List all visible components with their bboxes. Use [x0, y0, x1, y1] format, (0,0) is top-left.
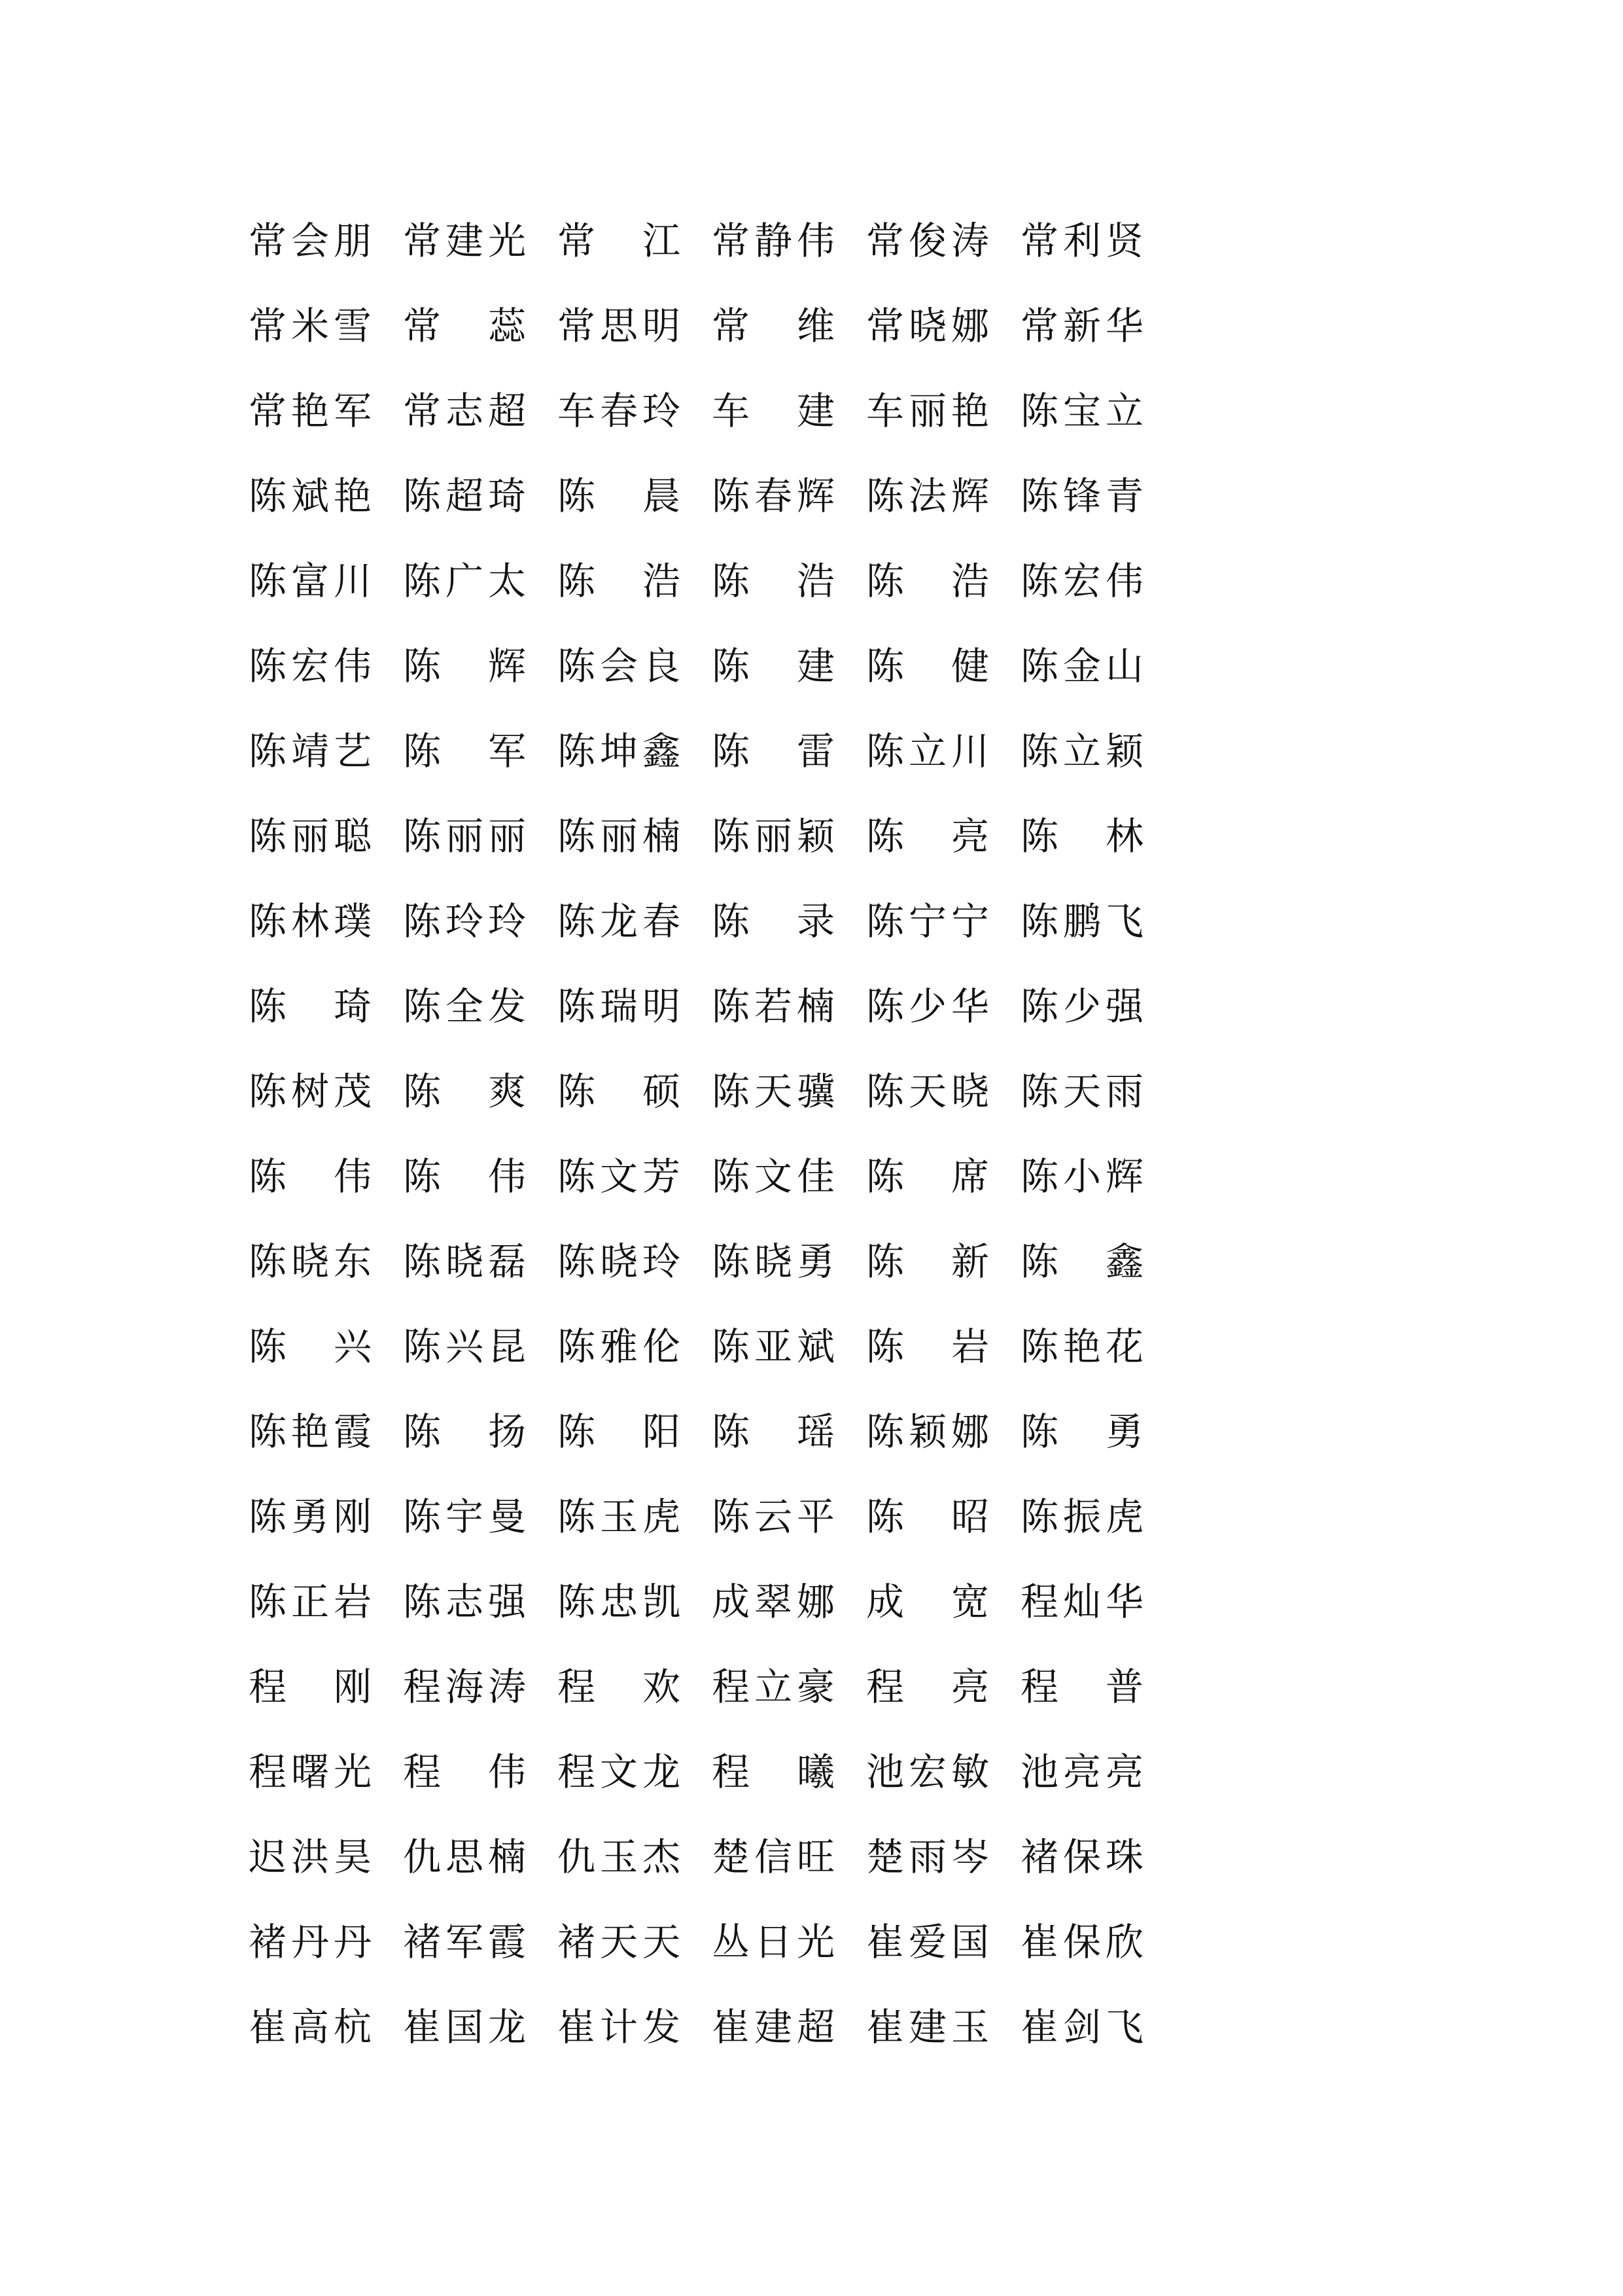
name-entry: 陈 宏 伟	[249, 644, 372, 688]
name-entry: 陈 浩	[557, 559, 680, 603]
name-entry: 常 晓 娜	[866, 304, 989, 348]
name-entry: 常 艳 军	[249, 389, 372, 433]
name-entry: 崔 剑 飞	[1021, 2005, 1143, 2049]
name-entry: 陈 文 佳	[712, 1154, 835, 1199]
name-entry: 陈 宝 立	[1021, 389, 1143, 433]
name-entry: 常 会 朋	[249, 219, 372, 263]
name-entry: 常 静 伟	[712, 219, 835, 263]
name-entry: 陈 斌 艳	[249, 474, 372, 518]
name-entry: 陈 颖 娜	[866, 1409, 989, 1454]
name-entry: 楚 信 旺	[712, 1835, 835, 1879]
name-entry: 陈 富 川	[249, 559, 372, 603]
name-entry: 陈 艳 霞	[249, 1409, 372, 1454]
name-entry: 常 米 雪	[249, 304, 372, 348]
name-entry: 陈 天 骥	[712, 1069, 835, 1114]
name-entry: 陈 瑶	[712, 1409, 835, 1454]
name-entry: 崔 建 玉	[866, 2005, 989, 2049]
name-entry: 常 建 光	[403, 219, 526, 263]
name-entry: 崔 国 龙	[403, 2005, 526, 2049]
name-entry: 丛 日 光	[712, 1920, 835, 1964]
name-entry: 陈 鹏 飞	[1021, 899, 1143, 944]
name-entry: 陈 伟	[249, 1154, 372, 1199]
name-list-grid	[249, 208, 1175, 2079]
name-entry: 池 宏 敏	[866, 1750, 989, 1794]
name-entry: 陈 春 辉	[712, 474, 835, 518]
name-entry: 陈 龙 春	[557, 899, 680, 944]
name-entry: 陈 宁 宁	[866, 899, 989, 944]
name-entry: 陈 晓 磊	[403, 1239, 526, 1284]
name-entry: 程 普	[1021, 1665, 1143, 1709]
name-entry: 陈 宏 伟	[1021, 559, 1143, 603]
name-entry: 陈 晓 东	[249, 1239, 372, 1284]
name-entry: 陈 建	[712, 644, 835, 688]
name-entry: 陈 军	[403, 729, 526, 773]
name-entry: 陈 超 琦	[403, 474, 526, 518]
name-entry: 陈 亮	[866, 814, 989, 858]
name-entry: 陈 法 辉	[866, 474, 989, 518]
name-entry: 陈 立 川	[866, 729, 989, 773]
name-entry: 陈 健	[866, 644, 989, 688]
name-entry: 陈 硕	[557, 1069, 680, 1114]
name-entry: 陈 丽 丽	[403, 814, 526, 858]
name-entry: 陈 爽	[403, 1069, 526, 1114]
name-entry: 程 曦	[712, 1750, 835, 1794]
name-entry: 陈 鑫	[1021, 1239, 1143, 1284]
name-entry: 池 亮 亮	[1021, 1750, 1143, 1794]
name-entry: 陈 晓 勇	[712, 1239, 835, 1284]
name-entry: 陈 云 平	[712, 1494, 835, 1539]
name-entry: 陈 少 强	[1021, 984, 1143, 1029]
name-entry: 陈 扬	[403, 1409, 526, 1454]
name-entry: 仇 玉 杰	[557, 1835, 680, 1879]
name-entry: 常 新 华	[1021, 304, 1143, 348]
name-entry: 陈 少 华	[866, 984, 989, 1029]
name-entry: 陈 靖 艺	[249, 729, 372, 773]
name-entry: 陈 丽 聪	[249, 814, 372, 858]
name-entry: 程 亮	[866, 1665, 989, 1709]
name-entry: 陈 天 晓	[866, 1069, 989, 1114]
name-entry: 车 春 玲	[557, 389, 680, 433]
name-entry: 陈 亚 斌	[712, 1324, 835, 1369]
name-entry: 陈 金 山	[1021, 644, 1143, 688]
name-entry: 崔 保 欣	[1021, 1920, 1143, 1964]
name-entry: 陈 瑞 明	[557, 984, 680, 1029]
name-entry: 陈 勇 刚	[249, 1494, 372, 1539]
name-entry: 楚 雨 岑	[866, 1835, 989, 1879]
name-entry: 崔 建 超	[712, 2005, 835, 2049]
name-entry: 褚 军 霞	[403, 1920, 526, 1964]
name-entry: 陈 志 强	[403, 1580, 526, 1624]
name-entry: 程 伟	[403, 1750, 526, 1794]
name-entry: 程 立 豪	[712, 1665, 835, 1709]
name-entry: 陈 坤 鑫	[557, 729, 680, 773]
name-entry: 车 丽 艳	[866, 389, 989, 433]
name-entry: 陈 会 良	[557, 644, 680, 688]
name-entry: 褚 保 珠	[1021, 1835, 1143, 1879]
name-entry: 陈 林 璞	[249, 899, 372, 944]
name-entry: 陈 忠 凯	[557, 1580, 680, 1624]
name-entry: 陈 全 发	[403, 984, 526, 1029]
name-entry: 陈 天 雨	[1021, 1069, 1143, 1114]
name-entry: 褚 丹 丹	[249, 1920, 372, 1964]
name-entry: 常 志 超	[403, 389, 526, 433]
name-entry: 陈 雅 伦	[557, 1324, 680, 1369]
name-entry: 程 刚	[249, 1665, 372, 1709]
name-entry: 陈 树 茂	[249, 1069, 372, 1114]
name-entry: 成 宽	[866, 1580, 989, 1624]
name-entry: 常 蕊	[403, 304, 526, 348]
name-entry: 陈 录	[712, 899, 835, 944]
name-entry: 陈 伟	[403, 1154, 526, 1199]
name-entry: 陈 广 太	[403, 559, 526, 603]
name-entry: 陈 新	[866, 1239, 989, 1284]
name-entry: 陈 勇	[1021, 1409, 1143, 1454]
name-entry: 陈 晓 玲	[557, 1239, 680, 1284]
name-entry: 陈 辉	[403, 644, 526, 688]
name-entry: 陈 兴	[249, 1324, 372, 1369]
name-entry: 陈 宇 曼	[403, 1494, 526, 1539]
name-entry: 陈 立 颖	[1021, 729, 1143, 773]
name-entry: 陈 兴 昆	[403, 1324, 526, 1369]
name-entry: 陈 阳	[557, 1409, 680, 1454]
name-entry: 陈 小 辉	[1021, 1154, 1143, 1199]
name-entry: 陈 林	[1021, 814, 1143, 858]
name-entry: 仇 思 楠	[403, 1835, 526, 1879]
name-entry: 陈 正 岩	[249, 1580, 372, 1624]
name-entry: 迟 洪 昊	[249, 1835, 372, 1879]
name-entry: 程 海 涛	[403, 1665, 526, 1709]
name-entry: 程 文 龙	[557, 1750, 680, 1794]
name-entry: 陈 晨	[557, 474, 680, 518]
name-entry: 陈 浩	[866, 559, 989, 603]
name-entry: 程 欢	[557, 1665, 680, 1709]
name-entry: 褚 天 天	[557, 1920, 680, 1964]
name-entry: 常 利 贤	[1021, 219, 1143, 263]
name-entry: 陈 岩	[866, 1324, 989, 1369]
name-entry: 陈 文 芳	[557, 1154, 680, 1199]
name-entry: 陈 玲 玲	[403, 899, 526, 944]
name-entry: 崔 高 杭	[249, 2005, 372, 2049]
name-entry: 常 俊 涛	[866, 219, 989, 263]
name-entry: 常 维	[712, 304, 835, 348]
name-entry: 陈 锋 青	[1021, 474, 1143, 518]
name-entry: 常 江	[557, 219, 680, 263]
name-entry: 陈 昭	[866, 1494, 989, 1539]
name-entry: 常 思 明	[557, 304, 680, 348]
name-entry: 陈 振 虎	[1021, 1494, 1143, 1539]
name-entry: 陈 席	[866, 1154, 989, 1199]
name-entry: 车 建	[712, 389, 835, 433]
name-entry: 成 翠 娜	[712, 1580, 835, 1624]
name-entry: 陈 丽 楠	[557, 814, 680, 858]
name-entry: 崔 计 发	[557, 2005, 680, 2049]
name-entry: 陈 浩	[712, 559, 835, 603]
name-entry: 陈 玉 虎	[557, 1494, 680, 1539]
name-entry: 程 灿 华	[1021, 1580, 1143, 1624]
name-entry: 陈 若 楠	[712, 984, 835, 1029]
name-entry: 陈 艳 花	[1021, 1324, 1143, 1369]
name-entry: 崔 爱 国	[866, 1920, 989, 1964]
name-entry: 陈 雷	[712, 729, 835, 773]
name-entry: 程 曙 光	[249, 1750, 372, 1794]
name-entry: 陈 丽 颖	[712, 814, 835, 858]
name-entry: 陈 琦	[249, 984, 372, 1029]
